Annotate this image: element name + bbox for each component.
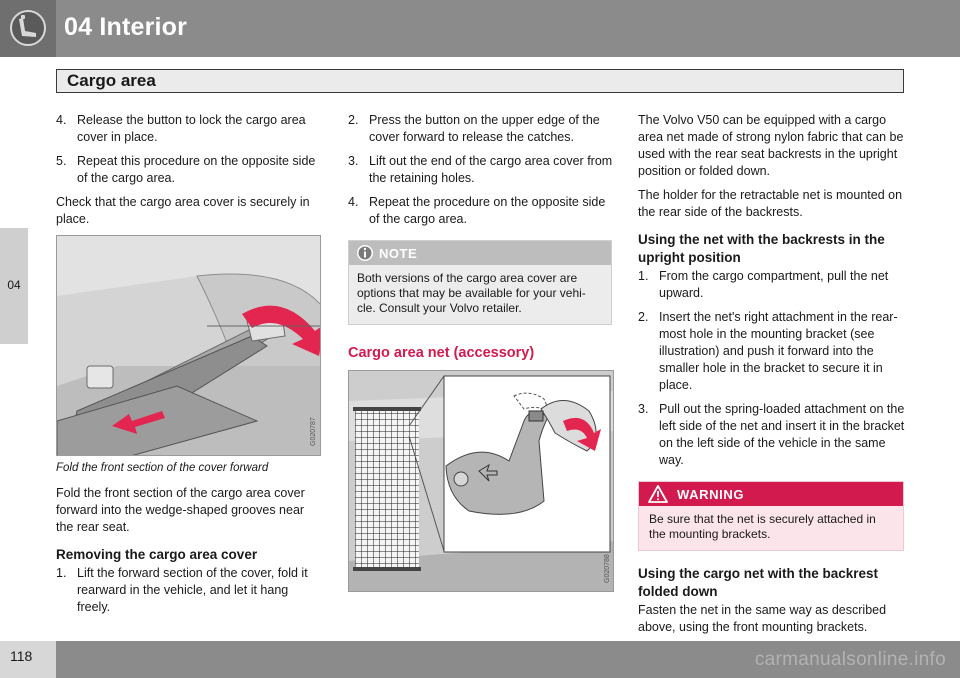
step-number: 3. xyxy=(638,402,649,416)
cargo-net-drawing xyxy=(349,371,614,592)
cargo-net-heading: Cargo area net (accessory) xyxy=(348,345,535,361)
chapter-title: 04 Interior xyxy=(64,13,188,41)
warning-title: WARNING xyxy=(677,487,745,502)
step-item xyxy=(56,565,324,616)
figure-code: G020787 xyxy=(310,417,317,446)
note-box xyxy=(348,240,612,325)
step-number: 4. xyxy=(56,113,67,127)
page-number: 118 xyxy=(10,648,33,664)
note-header xyxy=(349,241,611,265)
note-text: Both versions of the cargo area cover are options that may be available for your vehi-cle. Consult your Volvo retailer. xyxy=(357,271,586,315)
note-title: NOTE xyxy=(379,246,418,261)
chapter-icon-box xyxy=(0,0,56,57)
footer-bar xyxy=(56,641,960,678)
warning-header xyxy=(639,482,903,506)
step-text: Lift out the end of the cargo area cover from the retaining holes. xyxy=(369,154,613,185)
folded-heading: Using the cargo net with the backrest folded down xyxy=(638,566,879,599)
warning-triangle-icon xyxy=(648,485,668,503)
column-3 xyxy=(638,112,906,643)
column-1 xyxy=(56,112,324,623)
step-text: Repeat the procedure on the opposite side of the cargo area. xyxy=(369,195,606,226)
step-text: Lift the forward section of the cover, fold it rearward in the vehicle, and let it hang freely. xyxy=(77,566,308,614)
step-number: 5. xyxy=(56,154,67,168)
step-number: 2. xyxy=(348,113,359,127)
watermark: carmanualsonline.info xyxy=(754,649,946,670)
step-number: 3. xyxy=(348,154,359,168)
cargo-cover-drawing xyxy=(57,236,321,456)
fold-paragraph: Fold the front section of the cargo area cover forward into the wedge-shaped grooves near the rear seat. xyxy=(56,486,305,534)
step-item xyxy=(348,112,614,146)
step-number: 1. xyxy=(638,269,649,283)
step-text: Press the button on the upper edge of the cover forward to release the catches. xyxy=(369,113,600,144)
step-text: Repeat this procedure on the opposite side of the cargo area. xyxy=(77,154,316,185)
column-2 xyxy=(348,112,614,592)
folded-paragraph: Fasten the net in the same way as described above, using the front mounting brackets. xyxy=(638,603,887,634)
step-text: Pull out the spring-loaded attachment on the left side of the net and insert it in the bracket on the left side of the vehicle in the same way. xyxy=(659,402,905,467)
step-item xyxy=(638,309,906,394)
seat-icon xyxy=(9,9,47,47)
step-item xyxy=(348,194,614,228)
step-text: Insert the net's right attachment in the rear-most hole in the mounting bracket (see illustration) and push it forward into the smaller hole in the bracket to secure it in place. xyxy=(659,310,898,392)
step-number: 1. xyxy=(56,566,67,580)
warning-text: Be sure that the net is securely attached in the mounting brackets. xyxy=(649,512,876,541)
info-icon xyxy=(356,244,374,262)
step-text: From the cargo compartment, pull the net upward. xyxy=(659,269,889,300)
chapter-side-tab xyxy=(0,228,28,344)
step-item xyxy=(638,268,906,302)
warning-box xyxy=(638,481,904,551)
cargo-net-illustration xyxy=(348,370,614,592)
section-bar xyxy=(56,69,904,93)
step-item xyxy=(56,112,324,146)
step-number: 2. xyxy=(638,310,649,324)
upright-heading: Using the net with the backrests in the upright position xyxy=(638,232,885,265)
step-text: Release the button to lock the cargo area cover in place. xyxy=(77,113,306,144)
header-bar xyxy=(0,0,960,57)
step-item xyxy=(638,401,906,469)
figure-code: G020788 xyxy=(604,554,611,583)
side-tab-label: 04 xyxy=(7,278,21,292)
cargo-cover-illustration xyxy=(56,235,321,456)
intro-paragraph: The Volvo V50 can be equipped with a cargo area net made of strong nylon fabric that can be used with the rear seat backrests in the upright position or folded down. xyxy=(638,113,904,178)
section-title: Cargo area xyxy=(67,71,156,90)
step-item xyxy=(348,153,614,187)
removing-heading: Removing the cargo area cover xyxy=(56,547,258,562)
figure-caption: Fold the front section of the cover forward xyxy=(56,462,269,474)
holder-paragraph: The holder for the retractable net is mounted on the rear side of the backrests. xyxy=(638,188,903,219)
check-paragraph: Check that the cargo area cover is securely in place. xyxy=(56,195,310,226)
step-number: 4. xyxy=(348,195,359,209)
step-item xyxy=(56,153,324,187)
